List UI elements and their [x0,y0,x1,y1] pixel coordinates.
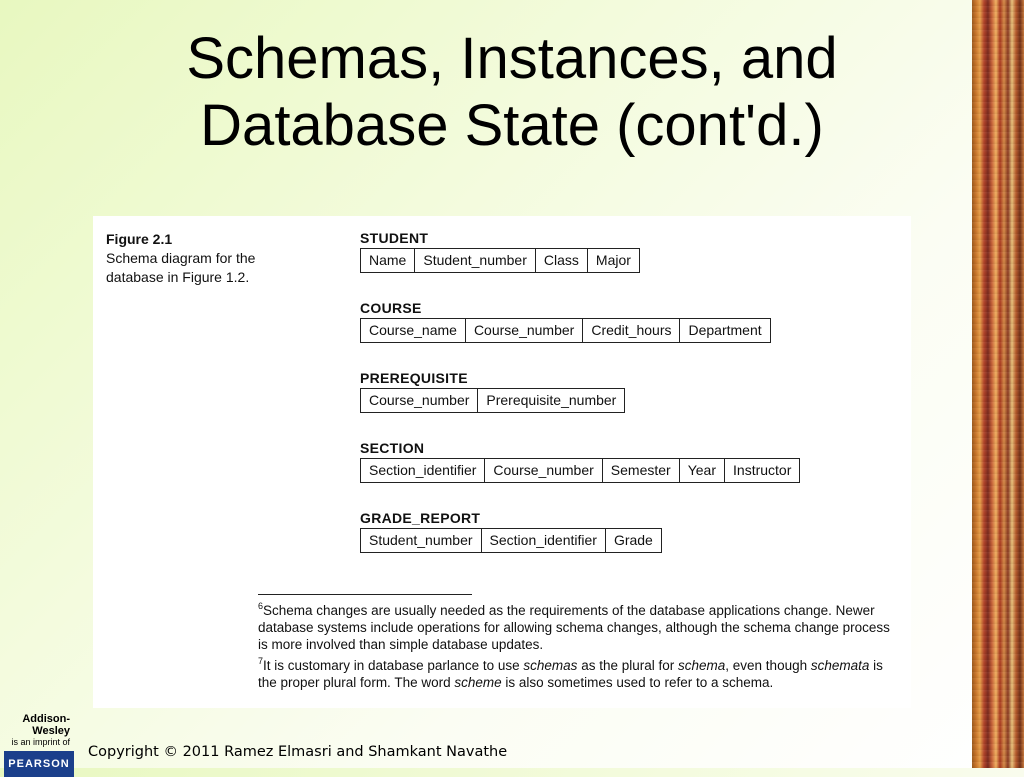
footnotes [258,602,898,695]
footnote-emphasis: schema [678,658,726,673]
footnote-text-part: is the proper plural form. The word [258,658,883,690]
publisher-logo [0,713,78,768]
attribute-row [360,458,800,483]
attribute-cell: Student_number [415,249,536,272]
footnote-text-part: is also sometimes used to refer to a schema. [501,675,774,690]
relation-grade-report [360,509,662,553]
attribute-cell: Department [688,322,762,338]
relation-name: STUDENT [360,230,429,246]
footnote-6 [258,602,898,653]
attribute-cell: Class [536,249,588,272]
footnote-mark: 7 [258,656,264,666]
logo-imprint: is an imprint of [11,737,70,747]
footnote-emphasis: schemata [810,658,870,673]
figure-caption [106,230,306,287]
attribute-row [360,318,771,343]
attribute-cell: Course_number [466,319,583,342]
footnote-mark: 6 [258,601,264,611]
footnote-emphasis: schemas [523,658,578,673]
figure-label: Figure 2.1 [106,231,173,247]
attribute-cell: Name [361,249,415,272]
relation-name: GRADE_REPORT [360,510,481,526]
attribute-cell: Student_number [361,529,482,552]
attribute-cell: Year [680,459,725,482]
logo-brand: Addison-Wesley [22,713,70,737]
attribute-cell: Prerequisite_number [486,392,617,408]
figure-caption-text: Schema diagram for the database in Figure 1.2. [106,250,256,285]
relation-course [360,299,771,343]
attribute-row [360,528,662,553]
attribute-cell: Section_identifier [482,529,606,552]
relation-name: SECTION [360,440,425,456]
copyright-notice: Copyright © 2011 Ramez Elmasri and Shamkant Navathe [88,744,508,760]
footnote-text-part: as the plural for [577,658,678,673]
footnote-text-part: It is customary in database parlance to use [263,658,524,673]
attribute-cell: Grade [613,532,653,548]
attribute-cell: Major [595,252,631,268]
footnote-text-part: , even though [725,658,811,673]
logo-publisher: PEARSON [4,751,74,777]
attribute-cell: Semester [603,459,680,482]
relation-student [360,229,640,273]
attribute-cell: Course_name [361,319,466,342]
footnote-7 [258,657,898,691]
footnote-divider [258,594,472,595]
slide-title-line-2: Database State (cont'd.) [200,93,824,158]
relation-name: COURSE [360,300,422,316]
footnote-emphasis: scheme [454,675,502,690]
figure-image [93,216,911,708]
attribute-cell: Section_identifier [361,459,485,482]
attribute-cell: Course_number [361,389,478,412]
attribute-cell: Instructor [733,462,792,478]
slide-title-line-1: Schemas, Instances, and [186,26,838,91]
attribute-cell: Course_number [485,459,602,482]
relation-name: PREREQUISITE [360,370,468,386]
attribute-cell: Credit_hours [583,319,680,342]
relation-prerequisite [360,369,625,413]
footnote-text: Schema changes are usually needed as the requirements of the database applications change. Newer database systems include operations for allowing schema changes, although the schema change process is more involved than simple database updates. [258,603,890,652]
relation-section [360,439,800,483]
attribute-row [360,388,625,413]
slide-title [0,25,1024,159]
attribute-row [360,248,640,273]
